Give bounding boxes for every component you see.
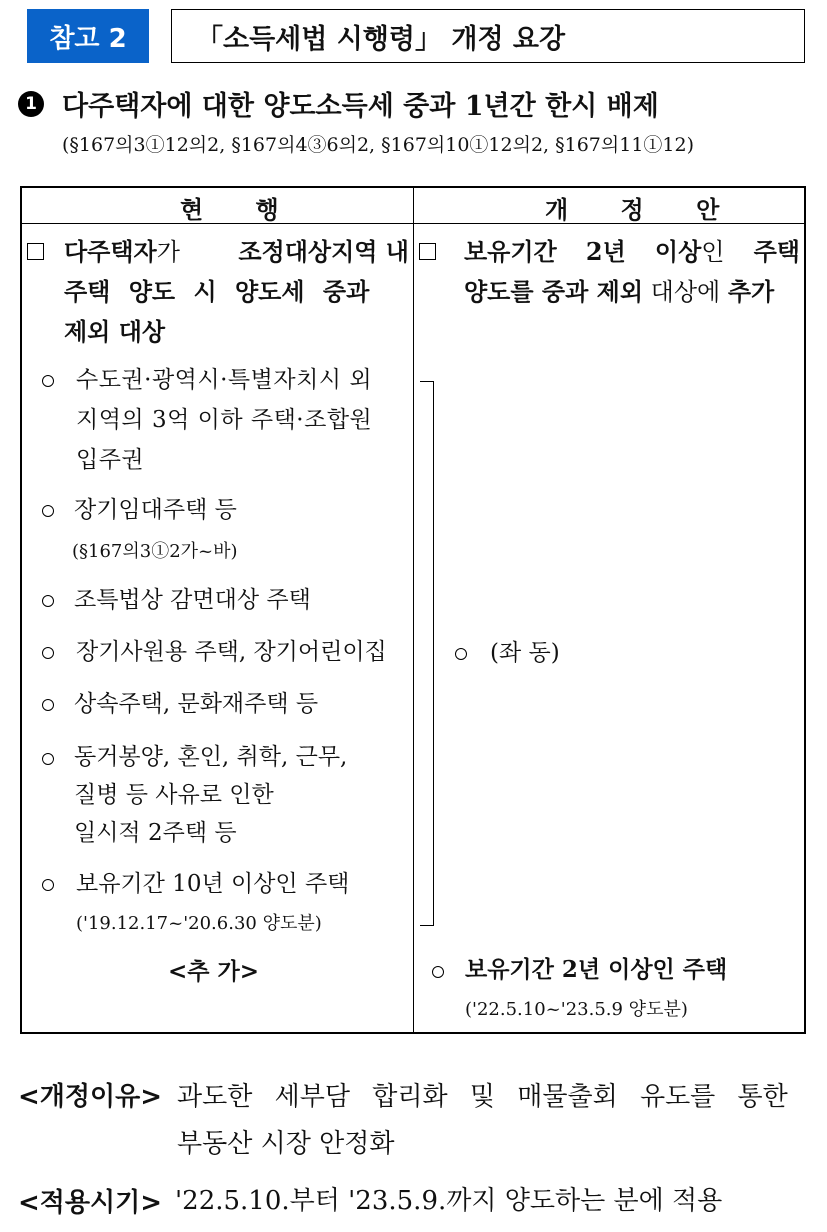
current-heading-particle: 가 [156,238,180,266]
revised-new-item: 보유기간 2년 이상인 주택 [465,956,728,983]
list-item-line: 보유기간 10년 이상인 주택 [76,871,350,897]
current-heading-line2: 주택 양도 시 양도세 중과 [64,277,370,306]
revised-heading-w5: 주택 [753,237,800,266]
document-title-text: 「소득세법 시행령」 개정 요강 [196,23,566,55]
reason-line2: 부동산 시장 안정화 [177,1129,395,1159]
section-references: (§167의3①12의2, §167의4③6의2, §167의10①12의2, §167의11①12) [62,134,695,156]
list-item [76,360,372,480]
list-item [74,684,318,724]
section-heading [18,84,659,123]
list-item-line: 동거봉양, 혼인, 취학, 근무, [74,744,348,770]
current-heading-subject: 다주택자 [64,237,157,266]
circle-bullet-icon [42,699,54,711]
revised-new-sub: ('22.5.10~'23.5.9 양도분) [465,999,688,1020]
column-header-revised: 개 정 안 [545,195,742,224]
revised-same-label: (좌 동) [490,640,560,666]
circle-bullet-icon [42,879,54,891]
list-item-line: 입주권 [76,447,145,473]
current-heading-area: 조정대상지역 내 [238,237,409,266]
current-add-label: <추 가> [168,958,259,985]
revised-heading-w4: 인 [701,238,725,266]
circle-bullet-icon [455,648,467,660]
revised-heading-line2a: 양도를 중과 제외 [464,277,643,306]
table-column-divider [413,186,414,1034]
list-item [74,490,237,530]
list-item-line: 조특법상 감면대상 주택 [74,587,311,613]
list-item [74,738,347,852]
bracket-line [420,381,434,926]
revised-heading-line2b: 대상에 [650,278,721,306]
current-heading [64,232,409,352]
circle-bullet-icon [432,966,444,978]
revised-heading-line2c: 추가 [727,277,775,306]
reason-line1: 과도한 세부담 합리화 및 매물출회 유도를 통한 [177,1082,788,1112]
current-heading-line3: 제외 대상 [64,317,166,346]
circle-bullet-icon [42,595,54,607]
list-item-line: 일시적 2주택 등 [74,820,237,846]
list-item-line: 장기사원용 주택, 장기어린이집 [76,639,387,665]
list-item-line: 지역의 3억 이하 주택·조합원 [76,407,373,433]
section-number-badge: 1 [18,91,44,117]
reason-label: <개정이유> [18,1082,163,1112]
checkbox-square-icon [419,243,436,260]
circle-bullet-icon [42,375,54,387]
list-item-line: 질병 등 사유로 인한 [74,782,274,808]
list-item-line: 상속주택, 문화재주택 등 [74,691,319,717]
revised-heading-w1: 보유기간 [464,237,557,266]
list-item-sub: (§167의3①2가~바) [72,541,238,562]
effective-text: '22.5.10.부터 '23.5.9.까지 양도하는 분에 적용 [175,1186,723,1216]
list-item-line: 장기임대주택 등 [74,497,237,523]
list-item [76,632,387,672]
list-item-sub: ('19.12.17~'20.6.30 양도분) [76,913,322,934]
reference-badge: 참고 2 [27,9,149,63]
circle-bullet-icon [42,647,54,659]
checkbox-square-icon [27,243,44,260]
circle-bullet-icon [42,753,54,765]
revised-heading-w3: 이상 [654,237,702,266]
column-header-current: 현 행 [180,195,301,224]
revised-heading [464,232,800,312]
circle-bullet-icon [42,505,54,517]
reason-text [177,1076,803,1160]
list-item [74,580,311,620]
effective-label: <적용시기> [18,1188,163,1218]
list-item [76,864,349,904]
revised-heading-w2: 2년 [585,237,626,266]
list-item-line: 수도권·광역시·특별자치시 외 [76,367,373,393]
document-title [171,9,805,63]
section-title: 다주택자에 대한 양도소득세 중과 1년간 한시 배제 [62,91,659,122]
